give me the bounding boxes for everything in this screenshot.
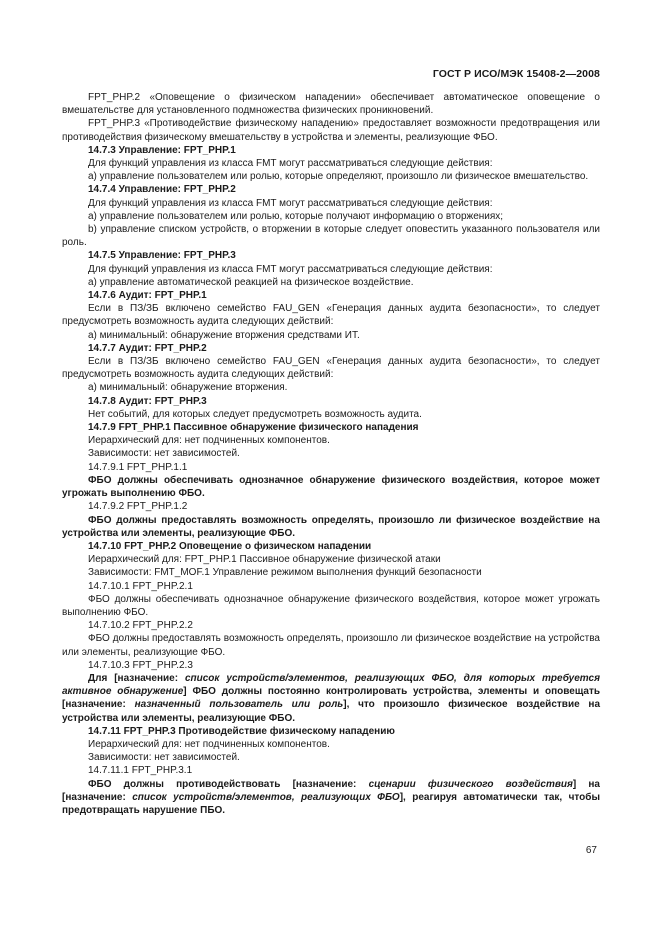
paragraph: 14.7.10.3 FPT_PHP.2.3 (88, 659, 193, 671)
paragraph: Зависимости: нет зависимостей. (88, 448, 240, 460)
paragraph: Иерархический для: нет подчиненных компонентов. (88, 738, 330, 750)
paragraph: 14.7.11.1 FPT_PHP.3.1 (88, 765, 193, 777)
paragraph: Зависимости: нет зависимостей. (88, 752, 240, 764)
paragraph: 14.7.10.2 FPT_PHP.2.2 (88, 620, 193, 632)
paragraph: Иерархический для: нет подчиненных компонентов. (88, 435, 330, 447)
document-body (62, 91, 600, 817)
paragraph: 14.7.5 Управление: FPT_PHP.3 (88, 250, 236, 262)
paragraph: b) управление списком устройств, о вторжении в которые следует оповестить указанного пользователя или роль. (62, 224, 600, 249)
text-run: ], реагируя автоматически так, чтобы предотвращать нарушение ПБО. (62, 791, 600, 816)
text-run: ФБО должны противодействовать [назначение: (88, 778, 369, 790)
paragraph: FPT_PHP.3 «Противодействие физическому нападению» предоставляет возможности предотвращения или противодействия физическому вмешательству в устройства и элементы, реализующие ФБО. (62, 118, 600, 143)
page-footer (62, 845, 597, 856)
paragraph: a) управление автоматической реакцией на физическое воздействие. (88, 276, 414, 288)
text-run: ], что произошло физическое воздействие на устройства или элементы, реализующие ФБО. (62, 699, 601, 724)
paragraph: 14.7.9.2 FPT_PHP.1.2 (88, 501, 188, 513)
paragraph: ФБО должны обеспечивать однозначное обнаружение физического воздействия, которое может угрожать выполнению ФБО. (62, 593, 600, 618)
paragraph: ФБО должны предоставлять возможность определять, произошло ли физическое воздействие на устройства или элементы, реализующие ФБО. (62, 633, 600, 658)
paragraph: a) минимальный: обнаружение вторжения средствами ИТ. (88, 329, 360, 341)
paragraph: a) минимальный: обнаружение вторжения. (88, 382, 288, 394)
paragraph: 14.7.10 FPT_PHP.2 Оповещение о физическом нападении (88, 540, 372, 552)
paragraph: Зависимости: FMT_MOF.1 Управление режимом выполнения функций безопасности (88, 567, 482, 579)
paragraph: ФБО должны предоставлять возможность определять, произошло ли физическое воздействие на устройства или элементы, реализующие ФБО. (62, 514, 600, 539)
paragraph: Если в ПЗ/ЗБ включено семейство FAU_GEN «Генерация данных аудита безопасности», то следует предусмотреть возможность аудита следующих действий: (62, 356, 600, 381)
paragraph: 14.7.4 Управление: FPT_PHP.2 (88, 184, 236, 196)
page-header (62, 68, 600, 80)
paragraph: 14.7.10.1 FPT_PHP.2.1 (88, 580, 193, 592)
paragraph: 14.7.7 Аудит: FPT_PHP.2 (88, 342, 207, 354)
paragraph: 14.7.9 FPT_PHP.1 Пассивное обнаружение физического нападения (88, 422, 419, 434)
page-number: 67 (585, 845, 597, 856)
assignment-italic-run: список устройств/элементов, реализующих ФБО, для которых требуется активное обнаружение (62, 672, 600, 698)
paragraph: Нет событий, для которых следует предусмотреть возможность аудита. (88, 408, 422, 420)
paragraph: a) управление пользователем или ролью, которые определяют, произошло ли физическое вмешательство. (88, 171, 589, 183)
text-run: ] ФБО должны постоянно контролировать устройства, элементы и оповещать [назначение: (62, 686, 600, 711)
text-run: Для [назначение: (88, 672, 185, 684)
paragraph: Если в ПЗ/ЗБ включено семейство FAU_GEN «Генерация данных аудита безопасности», то следует предусмотреть возможность аудита следующих действий: (62, 303, 600, 328)
paragraph (62, 672, 600, 725)
paragraph: 14.7.3 Управление: FPT_PHP.1 (88, 144, 236, 156)
paragraph: 14.7.6 Аудит: FPT_PHP.1 (88, 290, 207, 302)
paragraph: 14.7.8 Аудит: FPT_PHP.3 (88, 395, 207, 407)
paragraph: Иерархический для: FPT_PHP.1 Пассивное обнаружение физической атаки (88, 554, 441, 566)
paragraph: 14.7.9.1 FPT_PHP.1.1 (88, 461, 188, 473)
paragraph: 14.7.11 FPT_PHP.3 Противодействие физическому нападению (88, 725, 395, 737)
paragraph: Для функций управления из класса FMT могут рассматриваться следующие действия: (88, 197, 493, 209)
text-run: ] на [назначение: (62, 778, 600, 803)
assignment-italic-run: сценарии физического воздействия (368, 778, 573, 790)
paragraph: FPT_PHP.2 «Оповещение о физическом нападении» обеспечивает автоматическое оповещение о вмешательстве для установленного подмножества физических проникновений. (62, 92, 600, 117)
paragraph (62, 778, 600, 818)
assignment-italic-run: список устройств/элементов, реализующих ФБО (132, 791, 400, 803)
standard-designation: ГОСТ Р ИСО/МЭК 15408-2—2008 (432, 68, 600, 80)
paragraph: a) управление пользователем или ролью, которые получают информацию о вторжениях; (88, 210, 504, 222)
assignment-italic-run: назначенный пользователь или роль (134, 699, 344, 711)
paragraph: ФБО должны обеспечивать однозначное обнаружение физического воздействия, которое может угрожать выполнению ФБО. (62, 474, 600, 500)
paragraph: Для функций управления из класса FMT могут рассматриваться следующие действия: (88, 158, 493, 170)
paragraph: Для функций управления из класса FMT могут рассматриваться следующие действия: (88, 263, 493, 275)
